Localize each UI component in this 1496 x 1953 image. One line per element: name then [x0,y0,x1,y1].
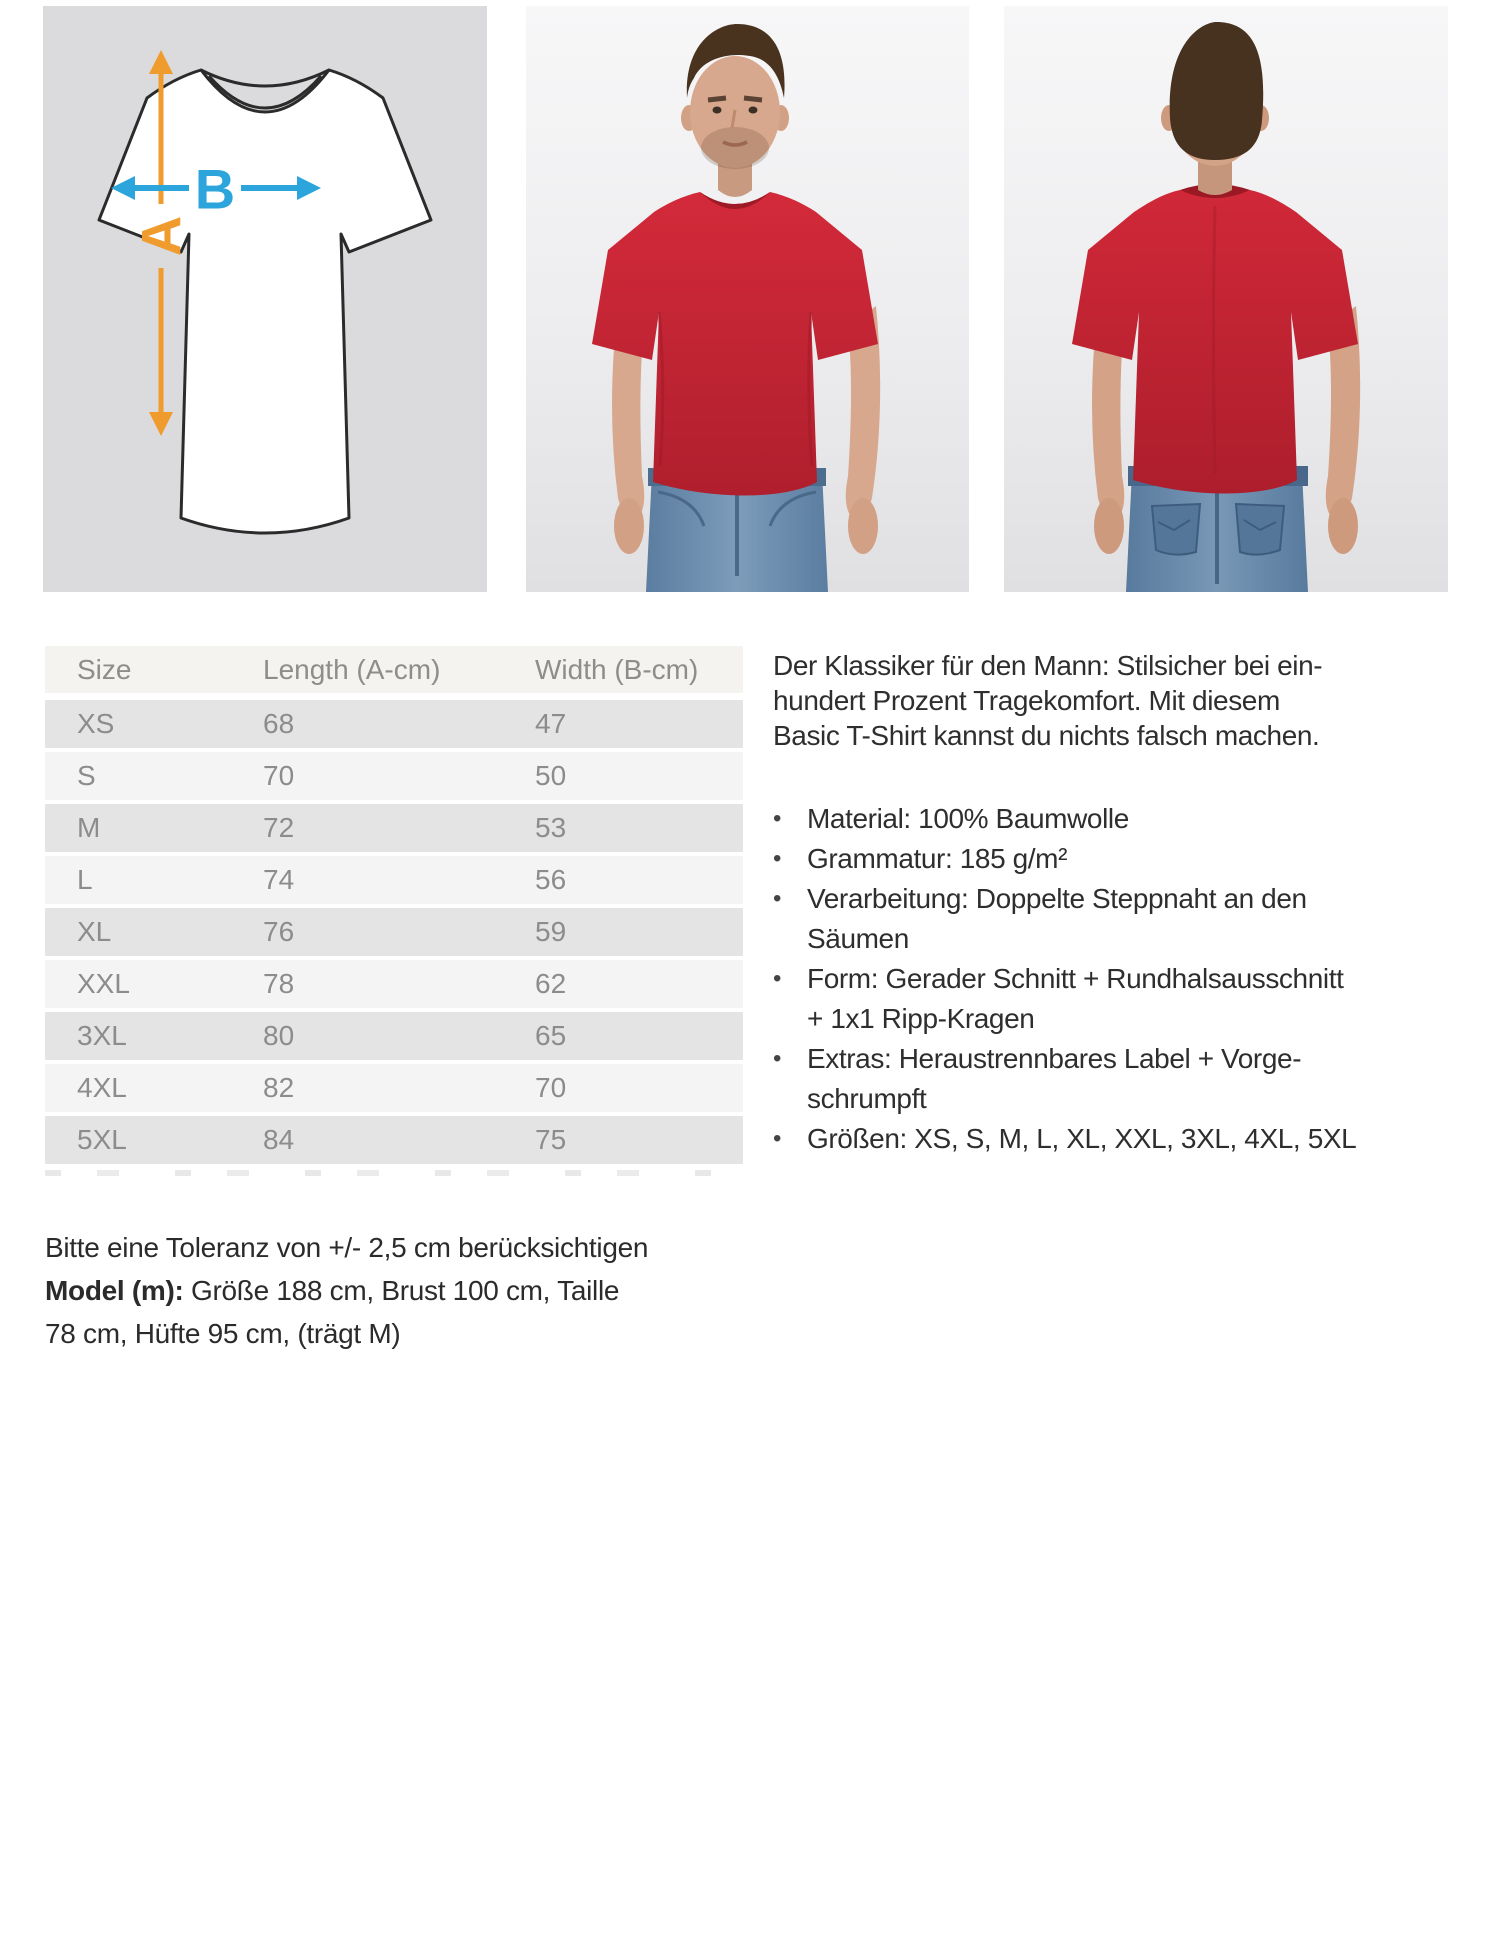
model-info-line2: 78 cm, Hüfte 95 cm, (trägt M) [45,1318,401,1349]
cell-length: 68 [263,708,295,739]
bullet-dot: • [773,885,782,912]
cell-length: 74 [263,864,295,895]
left-hand-back [1094,498,1124,554]
cell-length: 76 [263,916,295,947]
hair-back [1170,22,1264,160]
feature-text [807,799,1313,839]
cell-size: S [77,760,96,791]
feature-item [773,1119,1357,1159]
left-hand [614,498,644,554]
model-info-line1 [45,1269,665,1312]
tshirt-measure-diagram-graphic [43,6,487,592]
model-front-photo [526,6,969,592]
cell-width: 75 [535,1124,567,1155]
feature-text [807,1119,1356,1159]
cell-width: 70 [535,1072,567,1103]
feature-line: Material: 100% Baumwolle [807,803,1129,834]
cell-width: 65 [535,1020,567,1051]
size-table [45,646,743,1168]
feature-text [807,879,1313,959]
feature-text [807,1039,1313,1119]
table-row [45,856,743,904]
label-a: A [129,215,193,257]
feature-line: schrumpft [807,1083,927,1114]
feature-line: Verarbeitung: Doppelte Steppnaht an den [807,883,1307,914]
beard-shadow [701,127,769,169]
cell-length: 80 [263,1020,295,1051]
cell-size: XXL [77,968,130,999]
table-row [45,804,743,852]
feature-item [773,839,1313,879]
cell-length: 82 [263,1072,295,1103]
size-table-rows [45,700,743,1164]
model-label: Model (m): [45,1275,184,1306]
cell-width: 56 [535,864,567,895]
table-row [45,1116,743,1164]
size-diagram-image [43,6,487,592]
description-paragraph [773,648,1323,753]
description-line: Basic T-Shirt kannst du nichts falsch machen. [773,720,1320,751]
table-row [45,960,743,1008]
feature-item [773,799,1313,839]
cell-width: 50 [535,760,567,791]
size-table-header [45,646,743,693]
model-back-graphic [1004,6,1448,592]
cell-width: 47 [535,708,567,739]
model-back-photo [1004,6,1448,592]
cell-length: 84 [263,1124,295,1155]
table-row [45,752,743,800]
cell-width: 62 [535,968,567,999]
feature-list [773,799,1357,1159]
left-eye [713,107,722,114]
model-front-graphic [526,6,969,592]
col-header-length: Length (A-cm) [263,654,441,685]
feature-line: Form: Gerader Schnitt + Rundhalsausschnitt [807,963,1344,994]
col-header-size: Size [77,654,132,685]
cell-length: 70 [263,760,295,791]
cell-width: 59 [535,916,567,947]
cell-size: XS [77,708,115,739]
feature-text [807,959,1343,1039]
cell-size: 5XL [77,1124,127,1155]
left-eyebrow [708,98,726,100]
description-line: Der Klassiker für den Mann: Stilsicher bei ein- [773,650,1323,681]
feature-line: Extras: Heraustrennbares Label + Vorge- [807,1043,1302,1074]
table-row [45,908,743,956]
bullet-dot: • [773,805,782,832]
table-row [45,700,743,748]
cell-size: 4XL [77,1072,127,1103]
bullet-dot: • [773,1125,782,1152]
feature-item [773,879,1313,959]
cell-size: XL [77,916,112,947]
cell-length: 78 [263,968,295,999]
col-header-width: Width (B-cm) [535,654,699,685]
bullet-dot: • [773,965,782,992]
cell-width: 53 [535,812,567,843]
right-hand [848,498,878,554]
right-hand-back [1328,498,1358,554]
feature-item [773,1039,1313,1119]
table-row [45,1064,743,1112]
bullet-dot: • [773,845,782,872]
description-line: hundert Prozent Tragekomfort. Mit diesem [773,685,1280,716]
right-eye [749,107,758,114]
cropped-table-row-remnant [45,1170,743,1176]
product-description [773,648,1357,1159]
table-row [45,1012,743,1060]
tolerance-note-block [45,1226,665,1355]
label-b: B [194,157,236,221]
cell-size: M [77,812,101,843]
feature-line: Größen: XS, S, M, L, XL, XXL, 3XL, 4XL, 5XL [807,1123,1357,1154]
feature-line: + 1x1 Ripp-Kragen [807,1003,1035,1034]
bullet-dot: • [773,1045,782,1072]
feature-line: Säumen [807,923,909,954]
cell-length: 72 [263,812,295,843]
cell-size: 3XL [77,1020,127,1051]
feature-text [807,839,1313,879]
model-info-line1-rest: Größe 188 cm, Brust 100 cm, Taille [183,1275,620,1306]
right-eyebrow [744,98,762,100]
tshirt-back-crease [1214,206,1216,474]
feature-item [773,959,1344,1039]
tolerance-note: Bitte eine Toleranz von +/- 2,5 cm berücksichtigen [45,1232,649,1263]
cell-size: L [77,864,93,895]
feature-line: Grammatur: 185 g/m² [807,843,1068,874]
